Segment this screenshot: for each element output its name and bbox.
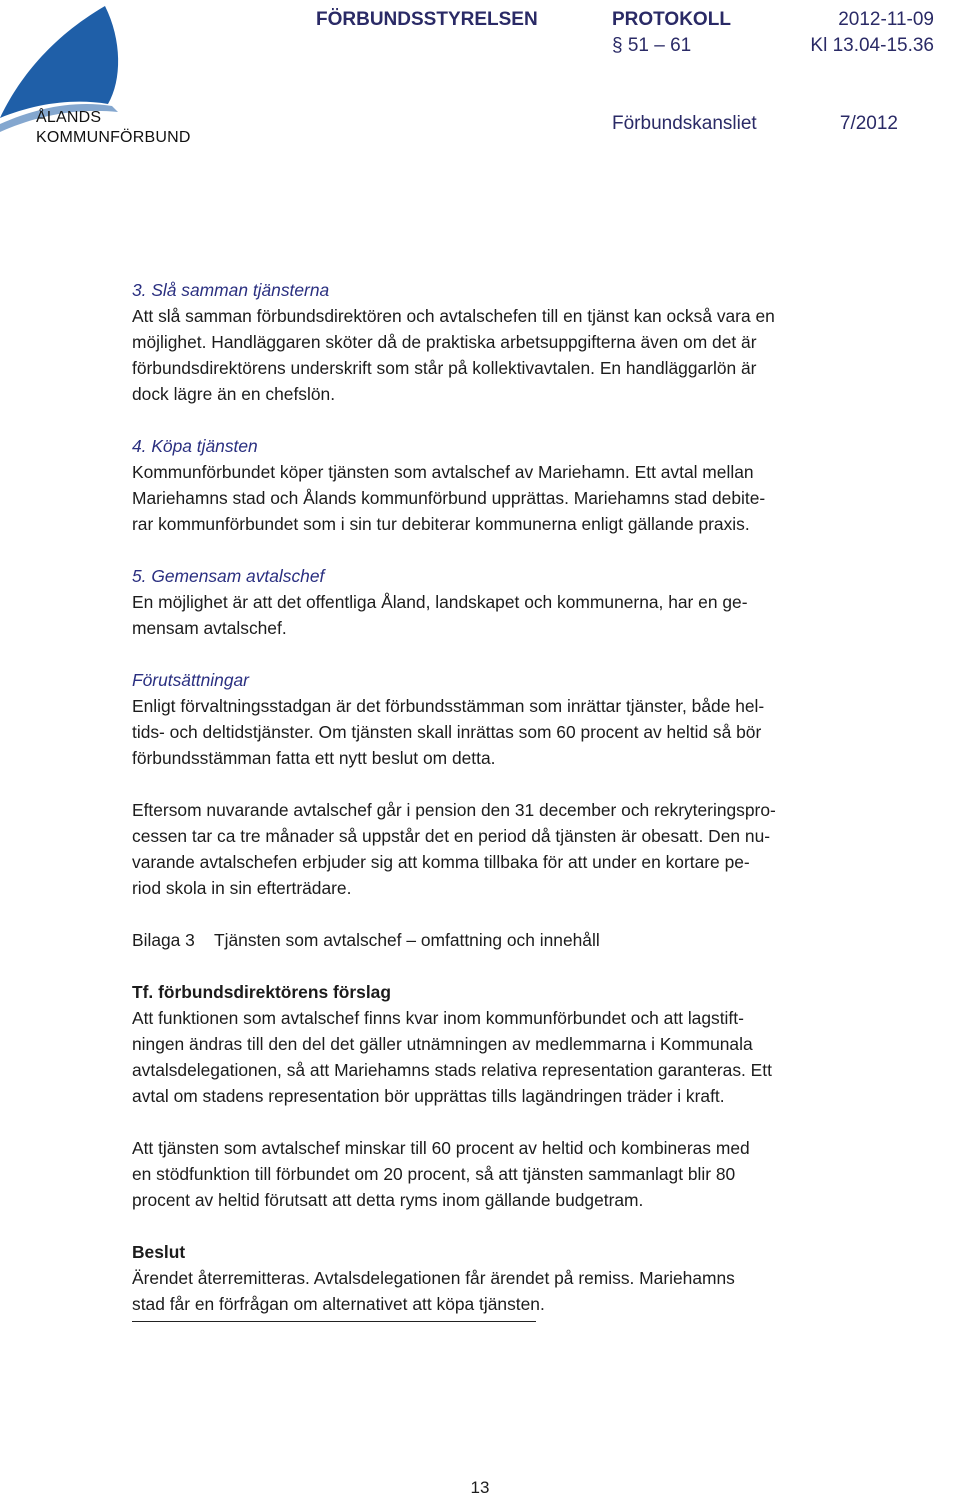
retirement-line: riod skola in sin efterträdare.	[132, 878, 352, 898]
decision-heading: Beslut	[132, 1242, 186, 1262]
preconditions-line: förbundsstämman fatta ett nytt beslut om detta.	[132, 748, 496, 768]
header-sections: § 51 – 61	[612, 35, 692, 56]
alands-kommunforbund-logo	[0, 0, 200, 150]
section-4-heading: 4. Köpa tjänsten	[132, 436, 258, 456]
proposal-2-line: Att tjänsten som avtalschef minskar till 60 procent av heltid och kombineras med	[132, 1138, 750, 1158]
proposal-2-line: procent av heltid förutsatt att detta ryms inom gällande budgetram.	[132, 1190, 644, 1210]
logo-line-1: ÅLANDS	[36, 109, 102, 126]
retirement-line: Eftersom nuvarande avtalschef går i pension den 31 december och rekryteringspro-	[132, 800, 776, 820]
section-3-line: förbundsdirektörens underskrift som står på kollektivavtalen. En handläggarlön är	[132, 358, 757, 378]
section-4-line: rar kommunförbundet som i sin tur debiterar kommunerna enligt gällande praxis.	[132, 514, 750, 534]
header-date: 2012-11-09	[838, 9, 934, 30]
section-4-line: Kommunförbundet köper tjänsten som avtalschef av Mariehamn. Ett avtal mellan	[132, 462, 754, 482]
decision-line: Ärendet återremitteras. Avtalsdelegationen får ärendet på remiss. Mariehamns	[132, 1268, 735, 1288]
header-doc-type: PROTOKOLL	[612, 9, 731, 30]
preconditions-heading: Förutsättningar	[132, 670, 249, 690]
retirement-line: cessen tar ca tre månader så uppstår det en period då tjänsten är obesatt. Den nu-	[132, 826, 771, 846]
header-office: Förbundskansliet	[612, 113, 757, 134]
separator-rule	[132, 1321, 536, 1322]
logo-text	[36, 108, 191, 148]
attachment-label: Bilaga 3	[132, 930, 195, 950]
section-5-line: En möjlighet är att det offentliga Åland, landskapet och kommunerna, har en ge-	[132, 592, 748, 612]
attachment-line	[132, 927, 872, 953]
section-3-line: Att slå samman förbundsdirektören och avtalschefen till en tjänst kan också vara en	[132, 306, 775, 326]
proposal-line: avtalsdelegationen, så att Mariehamns stads relativa representation garanteras. Ett	[132, 1060, 772, 1080]
section-3-line: dock lägre än en chefslön.	[132, 384, 336, 404]
minutes-body	[132, 277, 872, 1322]
attachment-title: Tjänsten som avtalschef – omfattning och innehåll	[214, 930, 600, 950]
proposal-line: avtal om stadens representation bör upprättas tills lagändringen träder i kraft.	[132, 1086, 725, 1106]
section-5-line: mensam avtalschef.	[132, 618, 287, 638]
header-org: FÖRBUNDSSTYRELSEN	[316, 9, 538, 30]
header-time: Kl 13.04-15.36	[810, 35, 934, 56]
page-number: 13	[470, 1478, 490, 1497]
proposal-line: ningen ändras till den del det gäller utnämningen av medlemmarna i Kommunala	[132, 1034, 753, 1054]
preconditions-line: Enligt förvaltningsstadgan är det förbundsstämman som inrättar tjänster, både hel-	[132, 696, 765, 716]
section-3-heading: 3. Slå samman tjänsterna	[132, 280, 330, 300]
proposal-line: Att funktionen som avtalschef finns kvar inom kommunförbundet och att lagstift-	[132, 1008, 744, 1028]
section-4-line: Mariehamns stad och Ålands kommunförbund upprättas. Mariehamns stad debite-	[132, 488, 766, 508]
decision-line: stad får en förfrågan om alternativet att köpa tjänsten.	[132, 1294, 545, 1314]
section-3-line: möjlighet. Handläggaren sköter då de praktiska arbetsuppgifterna även om det är	[132, 332, 757, 352]
proposal-2-line: en stödfunktion till förbundet om 20 procent, så att tjänsten sammanlagt blir 80	[132, 1164, 736, 1184]
proposal-heading: Tf. förbundsdirektörens förslag	[132, 982, 391, 1002]
preconditions-line: tids- och deltidstjänster. Om tjänsten skall inrättas som 60 procent av heltid så bör	[132, 722, 762, 742]
retirement-line: varande avtalschefen erbjuder sig att komma tillbaka för att under en kortare pe-	[132, 852, 750, 872]
header-number: 7/2012	[839, 113, 898, 134]
section-5-heading: 5. Gemensam avtalschef	[132, 566, 325, 586]
logo-line-2: KOMMUNFÖRBUND	[36, 129, 191, 146]
